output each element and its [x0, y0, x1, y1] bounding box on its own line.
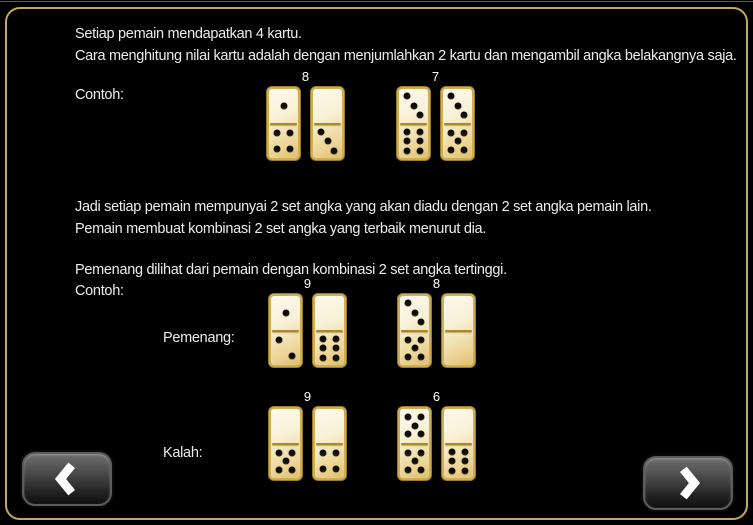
intro-line-1: Setiap pemain mendapatkan 4 kartu.: [75, 26, 302, 42]
domino-group-winner-a: [268, 277, 347, 368]
domino-pip: [447, 146, 454, 153]
domino-half-top: [400, 296, 429, 330]
domino-group-loser-b: [397, 390, 476, 481]
domino-pip: [333, 450, 340, 457]
domino-pip: [411, 422, 418, 429]
domino-pip: [404, 336, 411, 343]
domino-half-top: [313, 89, 342, 123]
middle-line-3: Pemenang dilihat dari pemain dengan kombinasi 2 set angka tertinggi.: [75, 262, 507, 278]
domino-pip: [416, 147, 423, 154]
domino-group-label: 8: [432, 276, 441, 291]
domino-pip: [404, 300, 411, 307]
domino-pip: [288, 353, 295, 360]
domino-pip: [416, 128, 423, 135]
domino-half-top: [399, 89, 428, 123]
domino-pip: [280, 102, 287, 109]
domino-pip: [289, 466, 296, 473]
prev-button[interactable]: [22, 452, 112, 506]
domino-pip: [454, 102, 461, 109]
domino-half-bottom: [269, 125, 298, 159]
domino-pip: [410, 102, 417, 109]
domino-half-bottom: [400, 445, 429, 479]
domino-pip: [411, 309, 418, 316]
domino-pip: [461, 467, 468, 474]
domino-pip: [332, 345, 339, 352]
domino-card: [441, 293, 476, 368]
domino-group-loser-a: [268, 390, 347, 481]
domino-pip: [447, 93, 454, 100]
domino-group-label: 8: [301, 69, 310, 84]
domino-cards: [397, 293, 476, 368]
domino-pip: [447, 129, 454, 136]
domino-half-bottom: [271, 445, 300, 479]
domino-pip: [461, 448, 468, 455]
domino-pip: [276, 337, 283, 344]
domino-card: [312, 406, 347, 481]
domino-pip: [273, 130, 280, 137]
domino-half-top: [444, 409, 473, 443]
domino-half-bottom: [400, 332, 429, 366]
next-button[interactable]: [643, 456, 733, 510]
domino-card: [312, 293, 347, 368]
domino-card: [396, 86, 431, 161]
domino-half-bottom: [315, 445, 344, 479]
domino-pip: [417, 112, 424, 119]
domino-pip: [317, 128, 324, 135]
chevron-right-icon: [670, 463, 706, 503]
domino-half-top: [315, 296, 344, 330]
domino-pip: [273, 146, 280, 153]
intro-line-2: Cara menghitung nilai kartu adalah dengan menjumlahkan 2 kartu dan mengambil angka belakangnya saja.: [75, 48, 737, 64]
domino-pip: [404, 466, 411, 473]
middle-example-label: Contoh:: [75, 283, 124, 299]
domino-pip: [287, 130, 294, 137]
domino-pip: [418, 353, 425, 360]
domino-pip: [418, 336, 425, 343]
middle-line-1: Jadi setiap pemain mempunyai 2 set angka yang akan diadu dengan 2 set angka pemain lain.: [75, 199, 652, 215]
domino-pip: [287, 146, 294, 153]
domino-pip: [404, 414, 411, 421]
domino-half-bottom: [313, 125, 342, 159]
domino-half-top: [444, 296, 473, 330]
chevron-left-icon: [49, 459, 85, 499]
domino-half-bottom: [443, 125, 472, 159]
domino-pip: [404, 353, 411, 360]
domino-group-example1-b: [396, 70, 475, 161]
domino-pip: [461, 129, 468, 136]
domino-pip: [333, 466, 340, 473]
domino-card: [441, 406, 476, 481]
domino-pip: [418, 449, 425, 456]
domino-pip: [331, 147, 338, 154]
domino-cards: [268, 406, 347, 481]
domino-pip: [282, 309, 289, 316]
domino-group-example1-a: [266, 70, 345, 161]
domino-pip: [411, 345, 418, 352]
domino-half-top: [269, 89, 298, 123]
domino-cards: [396, 86, 475, 161]
domino-half-top: [271, 409, 300, 443]
domino-card: [266, 86, 301, 161]
domino-pip: [449, 467, 456, 474]
domino-pip: [461, 112, 468, 119]
domino-half-bottom: [315, 332, 344, 366]
domino-pip: [454, 138, 461, 145]
domino-pip: [320, 354, 327, 361]
domino-group-label: 6: [432, 389, 441, 404]
domino-pip: [404, 147, 411, 154]
domino-pip: [411, 458, 418, 465]
domino-pip: [319, 450, 326, 457]
domino-half-bottom: [271, 332, 300, 366]
loser-label: Kalah:: [163, 445, 203, 461]
domino-pip: [332, 354, 339, 361]
domino-pip: [418, 466, 425, 473]
domino-pip: [332, 335, 339, 342]
domino-cards: [397, 406, 476, 481]
domino-card: [268, 293, 303, 368]
domino-pip: [275, 466, 282, 473]
domino-group-label: 7: [431, 69, 440, 84]
domino-pip: [324, 138, 331, 145]
domino-pip: [404, 449, 411, 456]
domino-pip: [404, 138, 411, 145]
domino-pip: [418, 414, 425, 421]
domino-half-bottom: [399, 125, 428, 159]
domino-card: [268, 406, 303, 481]
domino-group-winner-b: [397, 277, 476, 368]
domino-group-label: 9: [303, 276, 312, 291]
domino-pip: [461, 146, 468, 153]
domino-pip: [404, 431, 411, 438]
domino-pip: [418, 319, 425, 326]
domino-pip: [320, 345, 327, 352]
domino-half-top: [315, 409, 344, 443]
domino-group-label: 9: [303, 389, 312, 404]
domino-pip: [275, 449, 282, 456]
domino-pip: [289, 449, 296, 456]
middle-line-2: Pemain membuat kombinasi 2 set angka yang terbaik menurut dia.: [75, 221, 486, 237]
top-edge-line: [0, 1, 753, 2]
domino-pip: [282, 458, 289, 465]
domino-card: [310, 86, 345, 161]
domino-half-top: [271, 296, 300, 330]
domino-pip: [404, 128, 411, 135]
intro-example-label: Contoh:: [75, 87, 124, 103]
domino-pip: [416, 138, 423, 145]
winner-label: Pemenang:: [163, 330, 235, 346]
domino-pip: [319, 466, 326, 473]
domino-cards: [266, 86, 345, 161]
domino-pip: [449, 458, 456, 465]
domino-card: [397, 293, 432, 368]
domino-card: [440, 86, 475, 161]
domino-card: [397, 406, 432, 481]
domino-pip: [449, 448, 456, 455]
domino-half-top: [443, 89, 472, 123]
domino-pip: [320, 335, 327, 342]
domino-half-bottom: [444, 332, 473, 366]
domino-half-bottom: [444, 445, 473, 479]
domino-pip: [418, 431, 425, 438]
domino-pip: [403, 93, 410, 100]
domino-half-top: [400, 409, 429, 443]
domino-cards: [268, 293, 347, 368]
domino-pip: [461, 458, 468, 465]
